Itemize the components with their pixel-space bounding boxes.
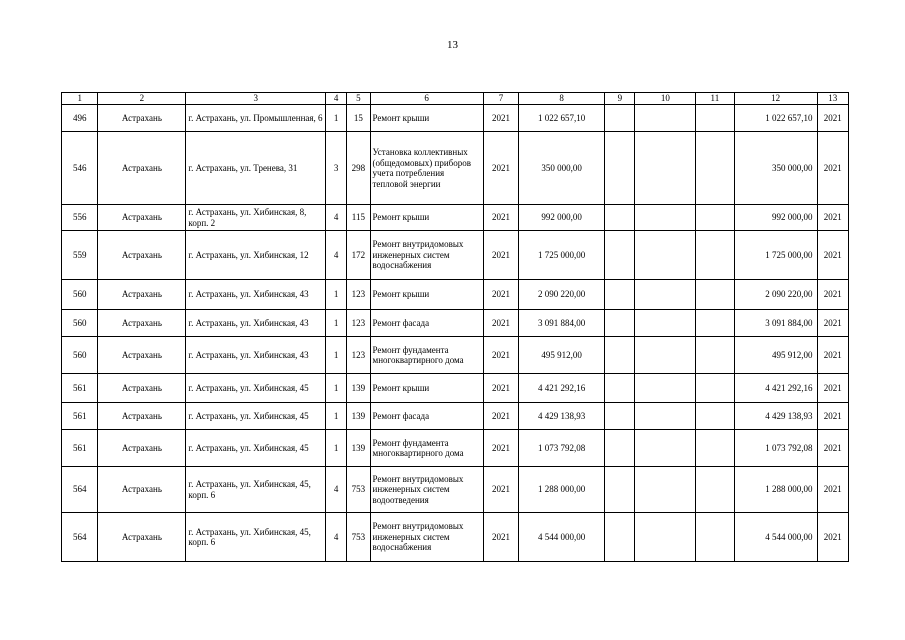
column-13-cell: 2021 [817, 374, 848, 403]
work-type-cell: Ремонт внутридомовых инженерных систем водоснабжения [370, 513, 483, 562]
city-cell: Астрахань [98, 337, 186, 374]
row-number-cell: 559 [62, 231, 98, 280]
column-9-cell [605, 513, 635, 562]
column-13-cell: 2021 [817, 513, 848, 562]
column-4-cell: 3 [326, 132, 347, 205]
total-cost-cell: 350 000,00 [519, 132, 605, 205]
year-cell: 2021 [483, 430, 518, 467]
column-11-cell [696, 205, 734, 231]
column-header-6: 6 [370, 93, 483, 105]
address-cell: г. Астрахань, ул. Хибинская, 43 [186, 280, 326, 310]
column-12-cell: 3 091 884,00 [734, 310, 817, 337]
address-cell: г. Астрахань, ул. Хибинская, 45, корп. 6 [186, 467, 326, 513]
column-4-cell: 4 [326, 205, 347, 231]
year-cell: 2021 [483, 132, 518, 205]
table-row [62, 430, 849, 467]
column-5-cell: 298 [347, 132, 370, 205]
column-12-cell: 4 421 292,16 [734, 374, 817, 403]
column-11-cell [696, 337, 734, 374]
column-13-cell: 2021 [817, 280, 848, 310]
total-cost-cell: 4 429 138,93 [519, 403, 605, 430]
column-5-cell: 753 [347, 467, 370, 513]
city-cell: Астрахань [98, 430, 186, 467]
table-row [62, 467, 849, 513]
column-11-cell [696, 430, 734, 467]
city-cell: Астрахань [98, 105, 186, 132]
work-type-cell: Ремонт фасада [370, 403, 483, 430]
column-10-cell [635, 513, 696, 562]
total-cost-cell: 3 091 884,00 [519, 310, 605, 337]
column-header-9: 9 [605, 93, 635, 105]
column-5-cell: 139 [347, 430, 370, 467]
city-cell: Астрахань [98, 403, 186, 430]
column-12-cell: 1 022 657,10 [734, 105, 817, 132]
address-cell: г. Астрахань, ул. Хибинская, 12 [186, 231, 326, 280]
column-13-cell: 2021 [817, 430, 848, 467]
year-cell: 2021 [483, 513, 518, 562]
work-type-cell: Ремонт фасада [370, 310, 483, 337]
column-4-cell: 1 [326, 430, 347, 467]
row-number-cell: 556 [62, 205, 98, 231]
work-type-cell: Ремонт крыши [370, 374, 483, 403]
column-9-cell [605, 467, 635, 513]
row-number-cell: 560 [62, 337, 98, 374]
city-cell: Астрахань [98, 132, 186, 205]
page-number: 13 [447, 39, 458, 51]
column-11-cell [696, 132, 734, 205]
row-number-cell: 561 [62, 430, 98, 467]
year-cell: 2021 [483, 231, 518, 280]
column-11-cell [696, 374, 734, 403]
column-number-row [62, 93, 849, 105]
column-4-cell: 1 [326, 105, 347, 132]
column-4-cell: 1 [326, 337, 347, 374]
column-9-cell [605, 337, 635, 374]
column-10-cell [635, 374, 696, 403]
row-number-cell: 561 [62, 403, 98, 430]
year-cell: 2021 [483, 105, 518, 132]
column-13-cell: 2021 [817, 205, 848, 231]
column-header-13: 13 [817, 93, 848, 105]
table-row [62, 513, 849, 562]
column-10-cell [635, 132, 696, 205]
column-5-cell: 15 [347, 105, 370, 132]
column-11-cell [696, 310, 734, 337]
column-5-cell: 123 [347, 280, 370, 310]
total-cost-cell: 1 022 657,10 [519, 105, 605, 132]
table-row [62, 310, 849, 337]
column-4-cell: 4 [326, 513, 347, 562]
column-5-cell: 172 [347, 231, 370, 280]
city-cell: Астрахань [98, 310, 186, 337]
city-cell: Астрахань [98, 513, 186, 562]
column-9-cell [605, 231, 635, 280]
year-cell: 2021 [483, 337, 518, 374]
column-header-1: 1 [62, 93, 98, 105]
year-cell: 2021 [483, 403, 518, 430]
column-10-cell [635, 205, 696, 231]
column-13-cell: 2021 [817, 403, 848, 430]
column-5-cell: 123 [347, 310, 370, 337]
column-10-cell [635, 467, 696, 513]
column-4-cell: 1 [326, 310, 347, 337]
table-row [62, 337, 849, 374]
city-cell: Астрахань [98, 374, 186, 403]
column-10-cell [635, 337, 696, 374]
table-row [62, 280, 849, 310]
total-cost-cell: 2 090 220,00 [519, 280, 605, 310]
column-12-cell: 2 090 220,00 [734, 280, 817, 310]
table-row [62, 374, 849, 403]
column-13-cell: 2021 [817, 467, 848, 513]
address-cell: г. Астрахань, ул. Хибинская, 45 [186, 430, 326, 467]
column-9-cell [605, 132, 635, 205]
column-12-cell: 992 000,00 [734, 205, 817, 231]
column-header-5: 5 [347, 93, 370, 105]
column-10-cell [635, 280, 696, 310]
table-row [62, 231, 849, 280]
table-row [62, 105, 849, 132]
column-13-cell: 2021 [817, 310, 848, 337]
column-9-cell [605, 105, 635, 132]
column-11-cell [696, 280, 734, 310]
total-cost-cell: 992 000,00 [519, 205, 605, 231]
total-cost-cell: 4 544 000,00 [519, 513, 605, 562]
column-12-cell: 1 725 000,00 [734, 231, 817, 280]
column-header-8: 8 [519, 93, 605, 105]
address-cell: г. Астрахань, ул. Хибинская, 43 [186, 310, 326, 337]
year-cell: 2021 [483, 205, 518, 231]
repair-program-table [61, 92, 849, 562]
year-cell: 2021 [483, 280, 518, 310]
column-11-cell [696, 513, 734, 562]
column-4-cell: 1 [326, 403, 347, 430]
column-12-cell: 4 429 138,93 [734, 403, 817, 430]
work-type-cell: Ремонт фундамента многоквартирного дома [370, 337, 483, 374]
column-9-cell [605, 205, 635, 231]
column-9-cell [605, 374, 635, 403]
year-cell: 2021 [483, 310, 518, 337]
column-12-cell: 1 288 000,00 [734, 467, 817, 513]
address-cell: г. Астрахань, ул. Тренева, 31 [186, 132, 326, 205]
column-9-cell [605, 280, 635, 310]
column-12-cell: 495 912,00 [734, 337, 817, 374]
address-cell: г. Астрахань, ул. Промышленная, 6 [186, 105, 326, 132]
row-number-cell: 564 [62, 467, 98, 513]
column-13-cell: 2021 [817, 231, 848, 280]
column-13-cell: 2021 [817, 132, 848, 205]
column-header-4: 4 [326, 93, 347, 105]
column-5-cell: 139 [347, 374, 370, 403]
column-13-cell: 2021 [817, 105, 848, 132]
column-4-cell: 1 [326, 280, 347, 310]
work-type-cell: Ремонт крыши [370, 105, 483, 132]
column-11-cell [696, 467, 734, 513]
column-10-cell [635, 105, 696, 132]
column-11-cell [696, 105, 734, 132]
column-header-11: 11 [696, 93, 734, 105]
column-4-cell: 1 [326, 374, 347, 403]
year-cell: 2021 [483, 374, 518, 403]
city-cell: Астрахань [98, 280, 186, 310]
total-cost-cell: 4 421 292,16 [519, 374, 605, 403]
row-number-cell: 561 [62, 374, 98, 403]
column-header-3: 3 [186, 93, 326, 105]
column-header-7: 7 [483, 93, 518, 105]
column-11-cell [696, 403, 734, 430]
total-cost-cell: 1 288 000,00 [519, 467, 605, 513]
table-row [62, 205, 849, 231]
column-header-12: 12 [734, 93, 817, 105]
column-5-cell: 115 [347, 205, 370, 231]
work-type-cell: Установка коллективных (общедомовых) приборов учета потребления тепловой энергии [370, 132, 483, 205]
column-12-cell: 4 544 000,00 [734, 513, 817, 562]
address-cell: г. Астрахань, ул. Хибинская, 43 [186, 337, 326, 374]
column-13-cell: 2021 [817, 337, 848, 374]
total-cost-cell: 495 912,00 [519, 337, 605, 374]
work-type-cell: Ремонт крыши [370, 205, 483, 231]
row-number-cell: 564 [62, 513, 98, 562]
column-10-cell [635, 310, 696, 337]
row-number-cell: 546 [62, 132, 98, 205]
table-row [62, 403, 849, 430]
column-9-cell [605, 403, 635, 430]
column-4-cell: 4 [326, 231, 347, 280]
row-number-cell: 560 [62, 310, 98, 337]
city-cell: Астрахань [98, 231, 186, 280]
column-5-cell: 123 [347, 337, 370, 374]
city-cell: Астрахань [98, 467, 186, 513]
year-cell: 2021 [483, 467, 518, 513]
table-row [62, 132, 849, 205]
column-4-cell: 4 [326, 467, 347, 513]
total-cost-cell: 1 725 000,00 [519, 231, 605, 280]
city-cell: Астрахань [98, 205, 186, 231]
column-12-cell: 1 073 792,08 [734, 430, 817, 467]
address-cell: г. Астрахань, ул. Хибинская, 8, корп. 2 [186, 205, 326, 231]
work-type-cell: Ремонт внутридомовых инженерных систем водоснабжения [370, 231, 483, 280]
row-number-cell: 496 [62, 105, 98, 132]
column-10-cell [635, 231, 696, 280]
column-12-cell: 350 000,00 [734, 132, 817, 205]
work-type-cell: Ремонт фундамента многоквартирного дома [370, 430, 483, 467]
column-11-cell [696, 231, 734, 280]
column-header-10: 10 [635, 93, 696, 105]
work-type-cell: Ремонт крыши [370, 280, 483, 310]
row-number-cell: 560 [62, 280, 98, 310]
address-cell: г. Астрахань, ул. Хибинская, 45, корп. 6 [186, 513, 326, 562]
column-9-cell [605, 430, 635, 467]
column-5-cell: 139 [347, 403, 370, 430]
column-10-cell [635, 403, 696, 430]
column-10-cell [635, 430, 696, 467]
address-cell: г. Астрахань, ул. Хибинская, 45 [186, 403, 326, 430]
work-type-cell: Ремонт внутридомовых инженерных систем водоотведения [370, 467, 483, 513]
column-5-cell: 753 [347, 513, 370, 562]
total-cost-cell: 1 073 792,08 [519, 430, 605, 467]
address-cell: г. Астрахань, ул. Хибинская, 45 [186, 374, 326, 403]
column-9-cell [605, 310, 635, 337]
column-header-2: 2 [98, 93, 186, 105]
